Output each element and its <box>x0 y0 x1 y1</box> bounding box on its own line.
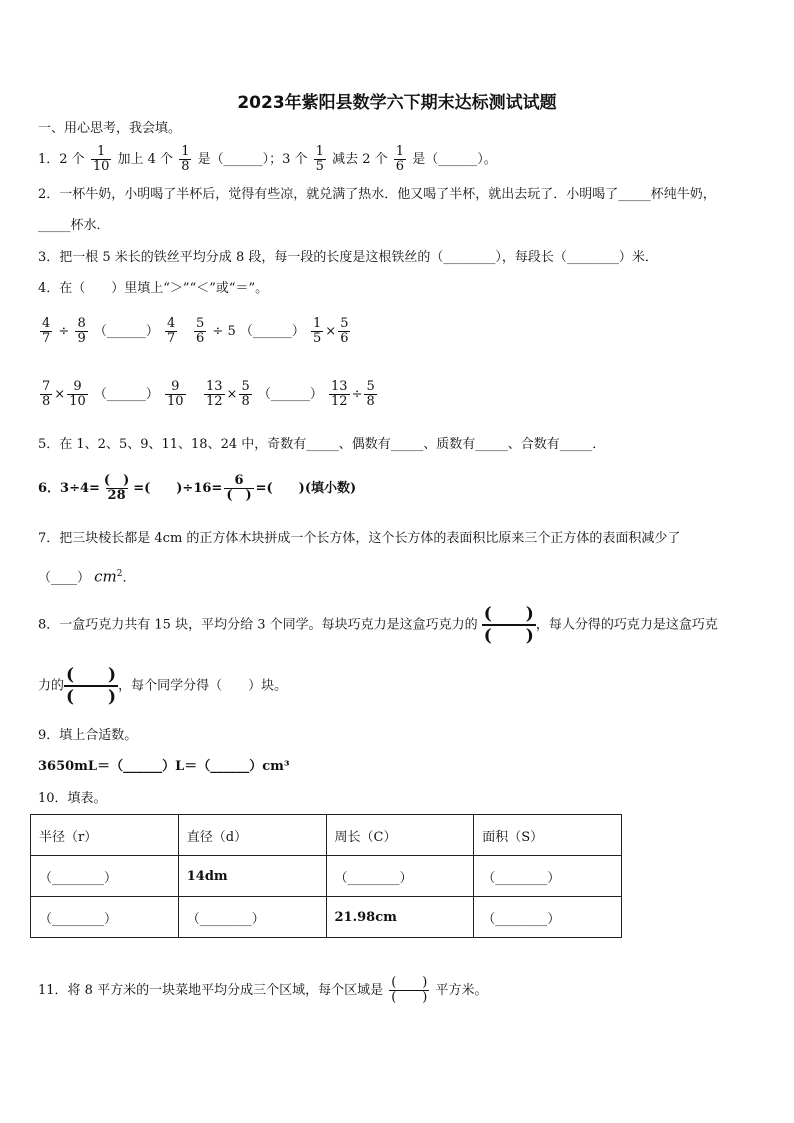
table-cell[interactable]: （________） <box>31 856 179 897</box>
q6-text-3: =( )(填小数) <box>255 481 357 496</box>
q8-fraction-1[interactable] <box>482 604 536 646</box>
table-cell[interactable]: （________） <box>326 856 474 897</box>
fraction <box>165 380 186 409</box>
numerator-blank[interactable]: ( ) <box>391 975 428 990</box>
q1-number: 1． <box>38 152 60 167</box>
table-cell[interactable]: （________） <box>178 897 326 938</box>
question-11 <box>38 976 488 1005</box>
numerator: 1 <box>181 144 190 159</box>
fraction <box>364 380 376 409</box>
numerator: 13 <box>206 379 223 394</box>
question-9-line: 3650mL＝（______）L＝（______）cm³ <box>38 759 290 774</box>
numerator: 1 <box>395 144 405 159</box>
operator: × <box>54 387 66 402</box>
table-cell: 21.98cm <box>326 897 474 938</box>
numerator-blank[interactable]: ( ) <box>66 665 117 685</box>
denominator: 6 <box>196 331 205 346</box>
q1-text-3: 是（______）；3 个 <box>197 152 308 167</box>
table-cell: 14dm <box>178 856 326 897</box>
question-7-line-2 <box>38 565 136 587</box>
numerator: ( ) <box>103 473 130 488</box>
fraction <box>75 317 87 346</box>
numerator: 8 <box>77 316 86 331</box>
q4-expression-2 <box>192 317 352 346</box>
question-6 <box>38 474 356 503</box>
numerator: 5 <box>241 379 250 394</box>
q8-text-3: 力的 <box>38 678 65 694</box>
q11-text-2: 平方米。 <box>435 983 488 998</box>
q1-text-5: 是（______）。 <box>412 152 497 167</box>
denominator: 8 <box>241 394 250 409</box>
q4-expression-1 <box>38 317 179 346</box>
unit-exponent: 2 <box>116 569 123 579</box>
question-1 <box>38 145 497 174</box>
question-10-stem: 10．填表。 <box>38 791 107 806</box>
q6-text-2: =( )÷16= <box>133 481 223 496</box>
q1-text-2: 加上 4 个 <box>117 152 174 167</box>
question-8-line-2 <box>38 665 287 707</box>
denominator: 5 <box>315 159 324 174</box>
denominator: 6 <box>395 159 405 174</box>
fraction <box>204 380 225 409</box>
circle-table <box>30 814 622 938</box>
numerator: 5 <box>340 316 349 331</box>
table-row <box>31 856 622 897</box>
q4-expression-4 <box>202 380 379 409</box>
operator: × <box>325 324 337 339</box>
numerator: 6 <box>234 473 244 488</box>
denominator: 10 <box>92 159 110 174</box>
q1-fraction-2 <box>179 145 191 174</box>
page-title: 2023年紫阳县数学六下期末达标测试试题 <box>237 93 557 113</box>
denominator: 12 <box>206 394 223 409</box>
numerator: 7 <box>42 379 51 394</box>
denominator: 5 <box>313 331 322 346</box>
q1-text-1: 2 个 <box>59 152 85 167</box>
q8-text-4: ，每个同学分得（ ）块。 <box>118 678 288 694</box>
q11-text-1: 11．将 8 平方米的一块菜地平均分成三个区域，每个区域是 <box>38 983 384 998</box>
operator: ÷ <box>58 324 70 339</box>
table-cell[interactable]: （________） <box>474 856 622 897</box>
numerator: 1 <box>313 316 322 331</box>
table-header-cell: 直径（d） <box>178 815 326 856</box>
operator: × <box>226 387 238 402</box>
numerator-blank[interactable]: ( ) <box>483 604 534 624</box>
q1-fraction-3 <box>314 145 326 174</box>
q11-fraction[interactable] <box>389 976 429 1005</box>
numerator: 4 <box>42 316 51 331</box>
question-3: 3．把一根 5 米长的铁丝平均分成 8 段，每一段的长度是这根铁丝的（________），每段长（________）米． <box>38 250 658 265</box>
denominator: 10 <box>69 394 86 409</box>
denominator-blank[interactable]: ( ) <box>66 687 117 707</box>
section-heading: 一、用心思考，我会填。 <box>38 121 182 136</box>
numerator: 4 <box>167 316 176 331</box>
answer-blank[interactable]: （______） <box>93 387 159 402</box>
numerator: 9 <box>73 379 82 394</box>
operator: ÷ <box>351 387 363 402</box>
table-row <box>31 897 622 938</box>
fraction <box>329 380 350 409</box>
table-header-row <box>31 815 622 856</box>
table-header-cell: 周长（C） <box>326 815 474 856</box>
question-2-line-2: _____杯水． <box>38 218 110 233</box>
numerator: 1 <box>315 144 324 159</box>
answer-blank[interactable]: （____） <box>38 570 91 586</box>
answer-blank[interactable]: （______） <box>257 387 323 402</box>
fraction <box>338 317 350 346</box>
fraction <box>165 317 177 346</box>
q8-fraction-2[interactable] <box>64 665 118 707</box>
question-4-stem: 4．在（ ）里填上“＞”“＜”或“＝”。 <box>38 281 269 296</box>
q8-text-2: ，每人分得的巧克力是这盒巧克 <box>535 617 718 633</box>
unit: cm <box>94 567 117 586</box>
answer-blank[interactable]: （______） <box>239 324 305 339</box>
fraction <box>239 380 251 409</box>
table-header-cell: 面积（S） <box>474 815 622 856</box>
question-8-line-1 <box>38 604 718 646</box>
fraction <box>194 317 206 346</box>
table-cell[interactable]: （________） <box>474 897 622 938</box>
denominator-blank[interactable]: ( ) <box>391 990 428 1005</box>
denominator: 7 <box>167 331 176 346</box>
fraction <box>311 317 323 346</box>
denominator: 28 <box>107 488 126 503</box>
q7-end: ． <box>122 570 136 586</box>
question-5: 5．在 1、2、5、9、11、18、24 中，奇数有_____、偶数有_____、质数有_____、合数有_____． <box>38 437 606 452</box>
fraction <box>67 380 88 409</box>
question-7-line-1: 7．把三块棱长都是 4cm 的正方体木块拼成一个长方体，这个长方体的表面积比原来三个正方体的表面积减少了 <box>38 531 681 546</box>
denominator: 9 <box>77 331 86 346</box>
q6-fraction-2 <box>224 474 253 503</box>
q1-fraction-1 <box>91 145 112 174</box>
numerator: 5 <box>196 316 205 331</box>
denominator: 6 <box>340 331 349 346</box>
q8-text-1: 8．一盒巧克力共有 15 块，平均分给 3 个同学。每块巧克力是这盒巧克力的 <box>38 617 478 633</box>
numerator: 13 <box>331 379 348 394</box>
denominator: ( ) <box>226 488 252 503</box>
q1-text-4: 减去 2 个 <box>332 152 388 167</box>
q1-fraction-4 <box>394 145 406 174</box>
numerator: 5 <box>366 379 375 394</box>
table-header-cell: 半径（r） <box>31 815 179 856</box>
denominator: 12 <box>331 394 348 409</box>
q4-expression-3 <box>38 380 188 409</box>
numerator: 9 <box>171 379 180 394</box>
denominator: 10 <box>167 394 184 409</box>
fraction <box>40 380 52 409</box>
fraction <box>40 317 52 346</box>
denominator: 8 <box>42 394 51 409</box>
denominator: 7 <box>42 331 51 346</box>
numerator: 1 <box>96 144 106 159</box>
table-cell[interactable]: （________） <box>31 897 179 938</box>
operator: ÷ 5 <box>212 324 236 339</box>
denominator-blank[interactable]: ( ) <box>483 626 534 646</box>
denominator: 8 <box>366 394 375 409</box>
denominator: 8 <box>181 159 190 174</box>
question-2-line-1: 2．一杯牛奶，小明喝了半杯后，觉得有些凉，就兑满了热水．他又喝了半杯，就出去玩了．小明喝了_____杯纯牛奶， <box>38 187 716 202</box>
q6-fraction-1 <box>102 474 131 503</box>
q6-text-1: 6．3÷4= <box>38 481 100 496</box>
question-9-stem: 9．填上合适数。 <box>38 728 138 743</box>
answer-blank[interactable]: （______） <box>93 324 159 339</box>
